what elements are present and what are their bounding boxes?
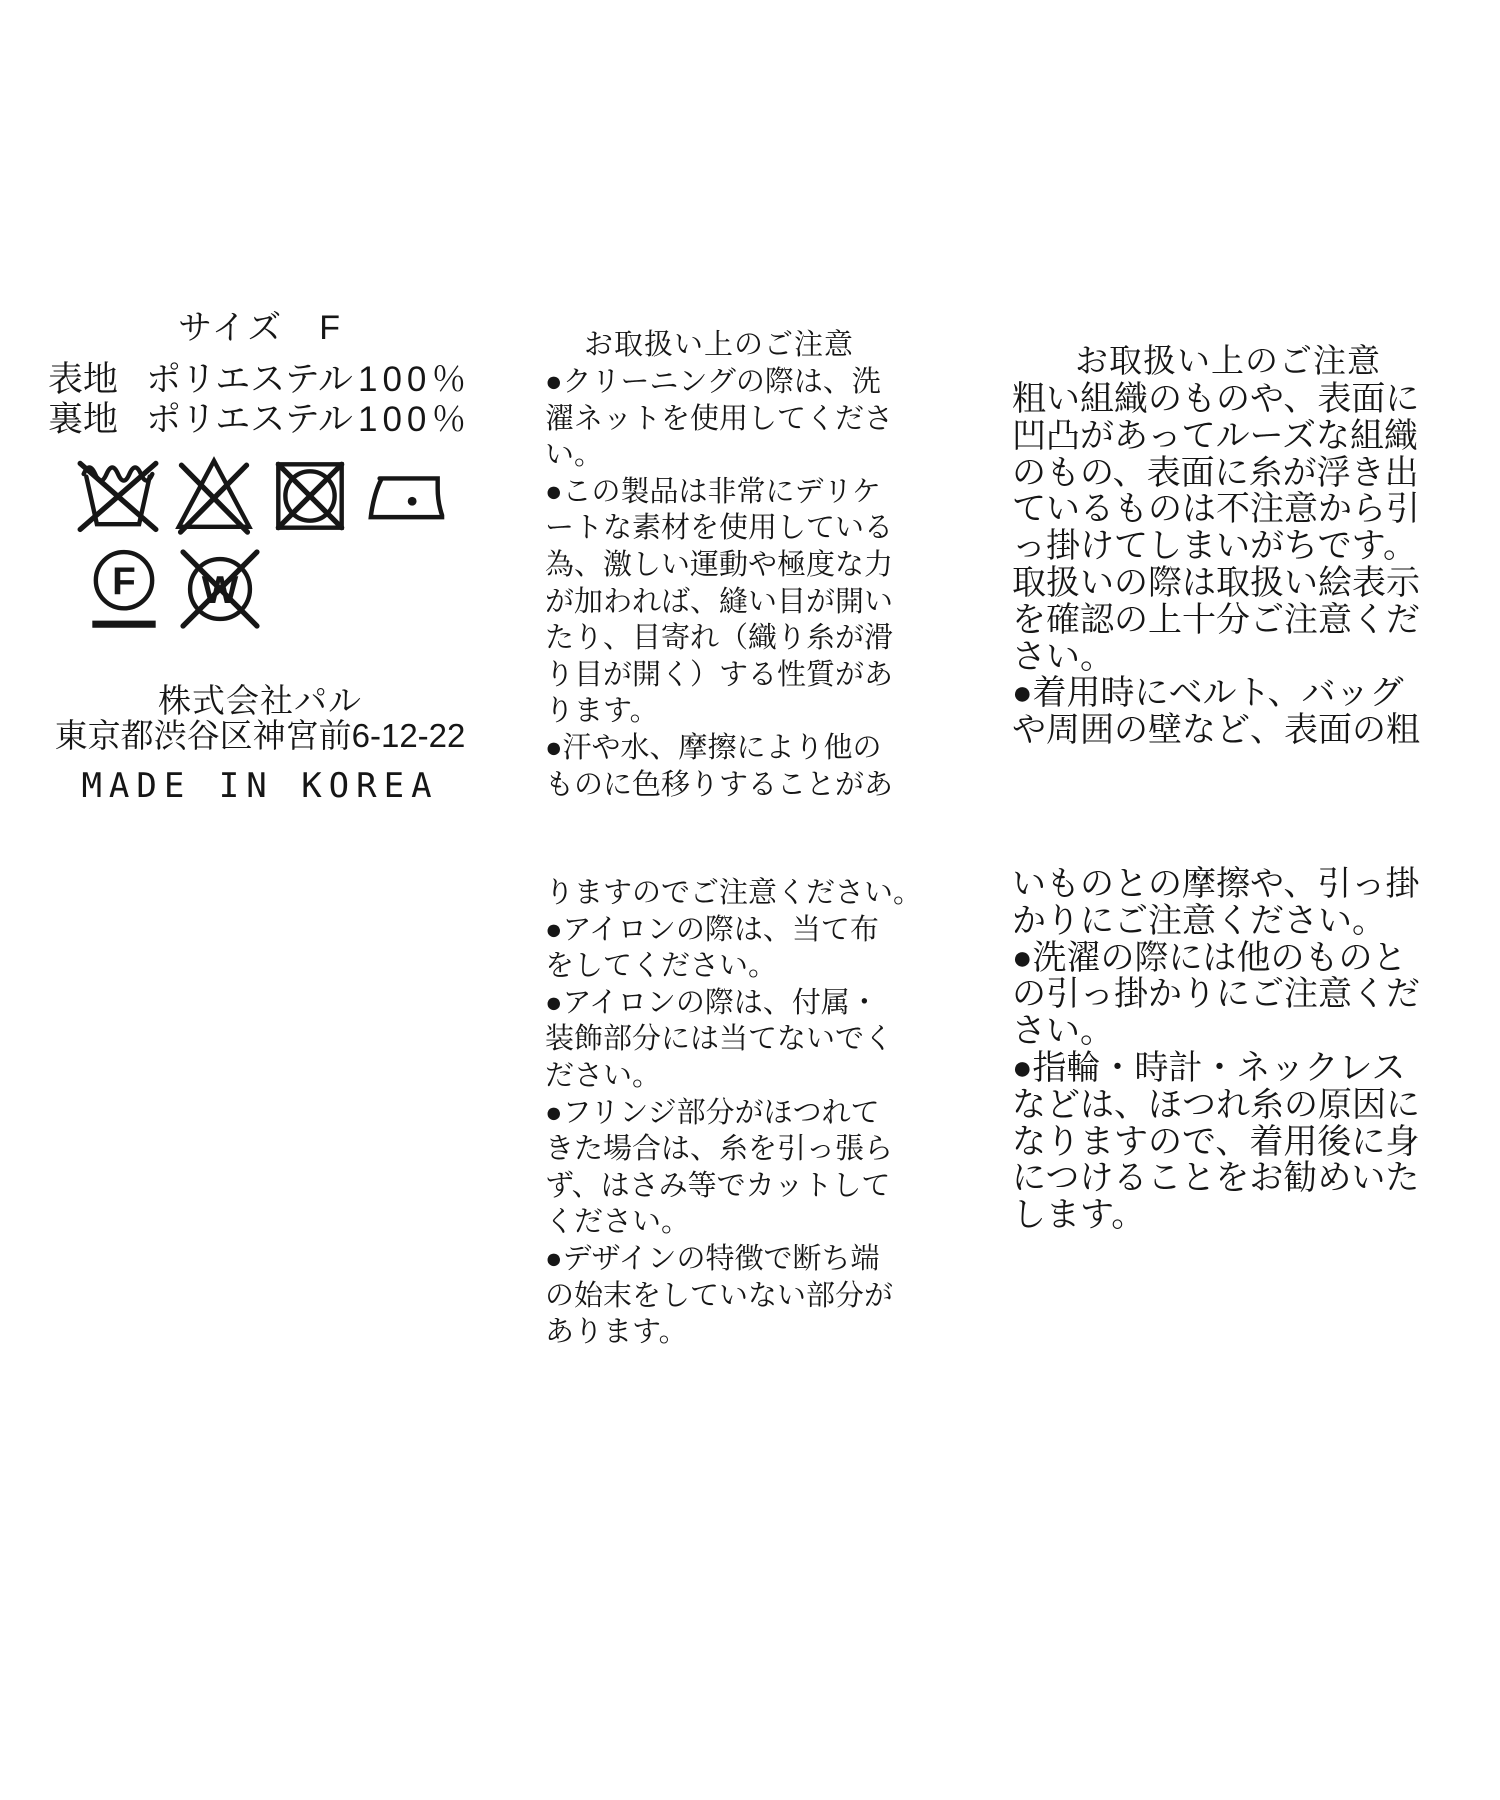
text-line: なりますので、着用後に身 [1012,1122,1420,1161]
do-not-tumble-dry-icon [264,452,356,540]
care-notes-right-block-1 [1012,381,1452,749]
text-line: をしてください。 [545,950,778,983]
text-line: 為、激しい運動や極度な力 [545,548,894,581]
text-line: が加われば、縫い目が開い [545,585,894,618]
text-line: の引っ掛かりにご注意くだ [1012,975,1420,1014]
svg-text:W: W [201,569,239,613]
text-line: ●アイロンの際は、当て布 [545,913,879,946]
text-line: の始末をしていない部分が [545,1279,894,1312]
text-line: きた場合は、糸を引っ張ら [545,1133,894,1166]
text-line: り目が開く）する性質があ [545,658,894,691]
text-line: いものとの摩擦や、引っ掛 [1012,865,1420,903]
text-line: ●指輪・時計・ネックレス [1012,1048,1406,1087]
text-line: ●この製品は非常にデリケ [545,475,881,508]
care-symbols-row-2 [78,545,266,633]
size-line: サイズ F [177,309,343,347]
text-line: たり、目寄れ（織り糸が滑 [545,622,894,655]
text-line: 粗い組織のものや、表面に [1012,380,1420,418]
text-line: あります。 [545,1316,688,1349]
material-fiber: ポリエステル [146,360,353,399]
country-of-origin: MADE IN KOREA [81,766,439,806]
company-name: 株式会社パル [158,682,362,719]
text-line: ートな素材を使用している [545,512,894,545]
text-line: ください。 [545,1206,691,1239]
text-line: につけることをお勧めいた [1012,1159,1420,1198]
text-line: ず、はさみ等でカットして [545,1169,891,1202]
care-notes-heading-right: お取扱い上のご注意 [1075,342,1381,379]
text-line: などは、ほつれ糸の原因に [1012,1085,1420,1124]
text-line: い。 [545,439,604,472]
text-line: さい。 [1012,1012,1114,1051]
care-notes-heading-middle: お取扱い上のご注意 [583,329,854,361]
text-line: します。 [1012,1196,1146,1235]
company-address: 東京都渋谷区神宮前6-12-22 [54,717,466,754]
text-line: ●汗や水、摩擦により他の [545,731,882,764]
material-part-label: 裏地 [48,400,119,439]
text-line: さい。 [1012,637,1114,676]
text-line: を確認の上十分ご注意くだ [1012,600,1420,639]
text-line: ●アイロンの際は、付属・ [545,986,879,1019]
do-not-wet-clean-icon [174,545,266,633]
text-line: 取扱いの際は取扱い絵表示 [1012,563,1420,602]
text-line: かりにご注意ください。 [1012,901,1386,940]
text-line: 凹凸があってルーズな組織 [1012,416,1418,455]
material-percent: 100％ [358,400,472,439]
material-row-lining [48,392,471,442]
text-line: ●デザインの特徴で断ち端 [545,1242,880,1275]
text-line: りますのでご注意ください。 [545,877,923,909]
text-line: ものに色移りすることがあ [545,768,894,801]
text-line: 装飾部分には当てないでく [545,1023,894,1056]
text-line: や周囲の壁など、表面の粗 [1012,711,1420,750]
care-notes-middle-block-2 [545,875,923,1351]
do-not-bleach-icon [168,452,260,540]
do-not-wash-icon [72,452,164,540]
text-line: っ掛けてしまいがちです。 [1012,527,1417,566]
svg-text:F: F [112,560,136,604]
text-line: ているものは不注意から引 [1012,490,1420,529]
text-line: ●洗濯の際には他のものと [1012,938,1407,977]
dry-clean-f-icon [78,545,170,633]
text-line: ●クリーニングの際は、洗 [545,366,881,398]
text-line: ださい。 [545,1059,662,1092]
iron-low-heat-icon [360,452,452,540]
text-line: ●着用時にベルト、バッグ [1012,674,1404,713]
material-percent: 100％ [358,360,472,399]
text-line: ●フリンジ部分がほつれて [545,1096,880,1129]
material-part-label: 表地 [48,360,119,399]
care-symbols-row-1 [72,452,452,540]
care-notes-right-block-2 [1012,866,1452,1234]
text-line: ります。 [545,695,659,728]
care-notes-middle-block-1 [545,364,905,803]
material-fiber: ポリエステル [146,400,353,439]
text-line: のもの、表面に糸が浮き出 [1012,453,1419,492]
text-line: 濯ネットを使用してくださ [545,402,894,435]
